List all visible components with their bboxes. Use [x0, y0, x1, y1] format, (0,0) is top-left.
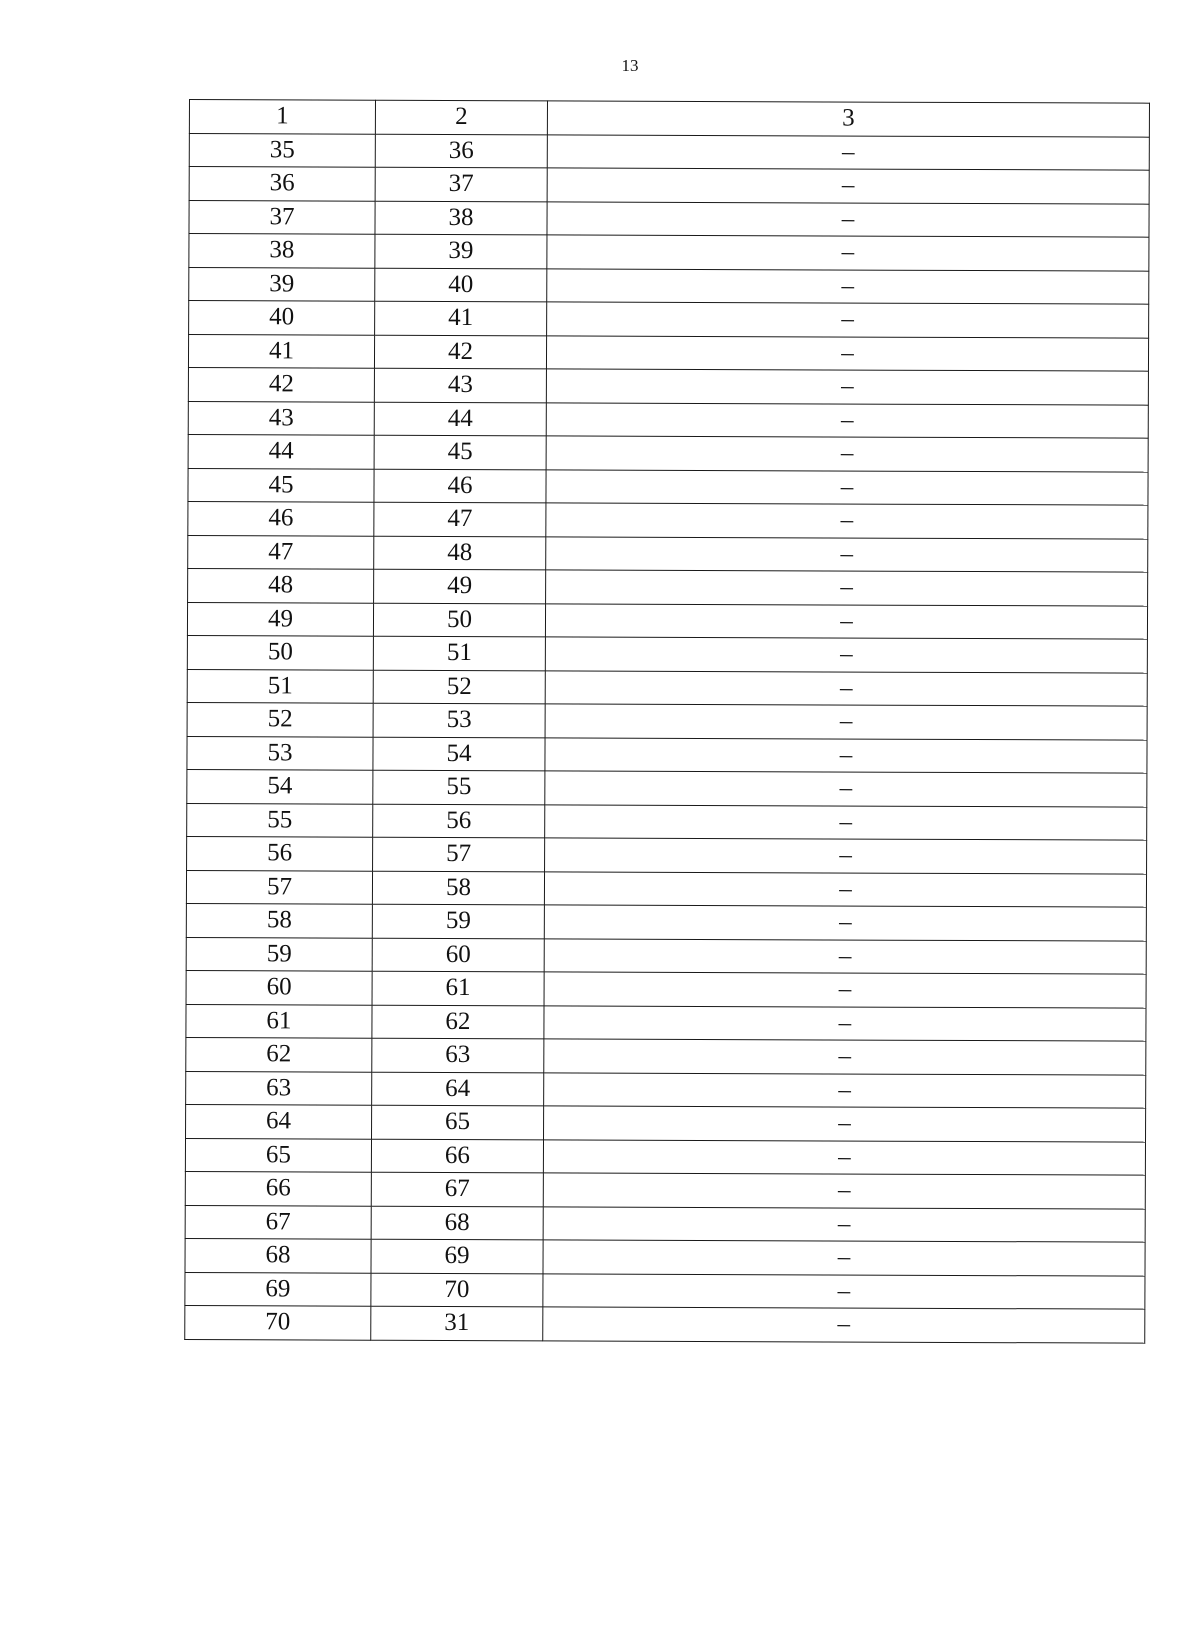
table-cell-col-2: 37 [375, 167, 547, 201]
table-row [186, 1037, 1146, 1074]
table-cell-col-1: 39 [189, 267, 375, 301]
table-row [188, 434, 1148, 471]
table-body [185, 133, 1150, 1343]
table-cell-col-3: – [547, 134, 1149, 170]
table-cell-col-3: – [545, 670, 1147, 706]
table-cell-col-3: – [544, 1106, 1146, 1142]
table-cell-col-2: 36 [375, 134, 547, 168]
table-cell-col-1: 45 [188, 468, 374, 502]
table-cell-col-1: 67 [185, 1205, 371, 1239]
table-cell-col-2: 44 [374, 402, 546, 436]
table-cell-col-1: 68 [185, 1238, 371, 1272]
table-cell-col-3: – [546, 570, 1148, 606]
table-cell-col-2: 70 [371, 1273, 543, 1307]
table-row [188, 535, 1148, 572]
table-cell-col-1: 50 [187, 635, 373, 669]
table-cell-col-3: – [547, 302, 1149, 338]
table-cell-col-2: 55 [373, 770, 545, 804]
table-cell-col-2: 51 [373, 636, 545, 670]
table-cell-col-3: – [546, 436, 1148, 472]
table-cell-col-3: – [544, 1005, 1146, 1041]
table-row [188, 367, 1148, 404]
table-row [188, 334, 1148, 371]
table-row [185, 1272, 1145, 1309]
table-cell-col-3: – [545, 603, 1147, 639]
table-cell-col-1: 36 [189, 167, 375, 201]
table-cell-col-1: 56 [187, 836, 373, 870]
table-cell-col-2: 57 [373, 837, 545, 871]
table-cell-col-3: – [544, 938, 1146, 974]
table-cell-col-3: – [544, 972, 1146, 1008]
table-cell-col-1: 66 [185, 1171, 371, 1205]
table-cell-col-1: 62 [186, 1037, 372, 1071]
table-cell-col-2: 60 [372, 938, 544, 972]
table-cell-col-3: – [547, 201, 1149, 237]
table-cell-col-2: 42 [374, 335, 546, 369]
table-cell-col-3: – [543, 1139, 1145, 1175]
table-cell-col-3: – [546, 503, 1148, 539]
table-cell-col-2: 56 [373, 804, 545, 838]
table-cell-col-2: 62 [372, 1005, 544, 1039]
table-cell-col-3: – [545, 804, 1147, 840]
table-cell-col-2: 53 [373, 703, 545, 737]
table-cell-col-1: 69 [185, 1272, 371, 1306]
table-cell-col-3: – [543, 1173, 1145, 1209]
table-row [186, 1071, 1146, 1108]
table-cell-col-3: – [544, 1039, 1146, 1075]
table-cell-col-3: – [547, 235, 1149, 271]
table-cell-col-1: 63 [186, 1071, 372, 1105]
table-cell-col-2: 68 [371, 1206, 543, 1240]
table-row [188, 401, 1148, 438]
table-cell-col-2: 43 [374, 368, 546, 402]
table-cell-col-3: – [547, 268, 1149, 304]
table-cell-col-1: 59 [186, 937, 372, 971]
table-row [185, 1205, 1145, 1242]
table-cell-col-1: 47 [188, 535, 374, 569]
table-cell-col-3: – [546, 536, 1148, 572]
table-cell-col-1: 41 [188, 334, 374, 368]
table-cell-col-3: – [544, 905, 1146, 941]
table-cell-col-1: 64 [186, 1104, 372, 1138]
table-cell-col-3: – [546, 369, 1148, 405]
table-cell-col-1: 65 [185, 1138, 371, 1172]
table-cell-col-2: 59 [372, 904, 544, 938]
table-cell-col-2: 67 [371, 1172, 543, 1206]
table-row [188, 468, 1148, 505]
table-cell-col-1: 37 [189, 200, 375, 234]
table-cell-col-1: 48 [188, 568, 374, 602]
table-cell-col-2: 64 [372, 1072, 544, 1106]
table-row [187, 602, 1147, 639]
table-row [187, 836, 1147, 873]
table-row [187, 702, 1147, 739]
table-row [187, 769, 1147, 806]
table-row [186, 937, 1146, 974]
table-cell-col-2: 50 [373, 603, 545, 637]
table-row [185, 1305, 1145, 1342]
table-cell-col-3: – [545, 637, 1147, 673]
table-row [189, 301, 1149, 338]
table-cell-col-2: 66 [371, 1139, 543, 1173]
table-cell-col-3: – [543, 1307, 1145, 1343]
table-cell-col-3: – [545, 737, 1147, 773]
table-cell-col-3: – [543, 1273, 1145, 1309]
table-cell-col-3: – [544, 1072, 1146, 1108]
table-cell-col-3: – [545, 771, 1147, 807]
table-row [189, 234, 1149, 271]
table-row [186, 1004, 1146, 1041]
table-cell-col-2: 58 [372, 871, 544, 905]
table-cell-col-2: 48 [374, 536, 546, 570]
table-cell-col-1: 43 [188, 401, 374, 435]
table-cell-col-2: 61 [372, 971, 544, 1005]
table-cell-col-1: 40 [189, 301, 375, 335]
table-cell-col-1: 51 [187, 669, 373, 703]
table-cell-col-1: 70 [185, 1305, 371, 1339]
table-cell-col-1: 38 [189, 234, 375, 268]
table-row [185, 1238, 1145, 1275]
table-row [187, 669, 1147, 706]
table-cell-col-1: 49 [187, 602, 373, 636]
table-cell-col-3: – [543, 1206, 1145, 1242]
table-row [188, 568, 1148, 605]
data-table [184, 99, 1150, 1343]
table-cell-col-2: 63 [372, 1038, 544, 1072]
table-cell-col-3: – [547, 168, 1149, 204]
table-cell-col-3: – [546, 402, 1148, 438]
table-row [186, 903, 1146, 940]
table-cell-col-3: – [543, 1240, 1145, 1276]
table-row [186, 970, 1146, 1007]
table-row [185, 1138, 1145, 1175]
table-cell-col-1: 52 [187, 702, 373, 736]
column-header-2: 2 [375, 100, 547, 134]
table-cell-col-1: 54 [187, 769, 373, 803]
table-cell-col-2: 39 [375, 234, 547, 268]
table-cell-col-3: – [544, 871, 1146, 907]
table-row [186, 870, 1146, 907]
table-cell-col-2: 38 [375, 201, 547, 235]
table-cell-col-1: 58 [186, 903, 372, 937]
table-row [189, 200, 1149, 237]
table-cell-col-1: 42 [188, 367, 374, 401]
table-row [188, 501, 1148, 538]
table-row [186, 1104, 1146, 1141]
table-cell-col-1: 35 [189, 133, 375, 167]
column-header-3: 3 [547, 101, 1149, 137]
table-cell-col-2: 46 [374, 469, 546, 503]
page-number: 13 [621, 56, 639, 75]
table-cell-col-1: 60 [186, 970, 372, 1004]
table-row [185, 1171, 1145, 1208]
table-cell-col-2: 69 [371, 1239, 543, 1273]
table-row [187, 635, 1147, 672]
table-cell-col-3: – [545, 704, 1147, 740]
table-row [189, 267, 1149, 304]
table-cell-col-2: 47 [374, 502, 546, 536]
table-cell-col-2: 49 [374, 569, 546, 603]
table-cell-col-1: 46 [188, 501, 374, 535]
table-cell-col-2: 40 [375, 268, 547, 302]
table-cell-col-2: 52 [373, 670, 545, 704]
table-cell-col-1: 53 [187, 736, 373, 770]
table-row [187, 736, 1147, 773]
table-cell-col-3: – [546, 469, 1148, 505]
table-cell-col-2: 31 [371, 1306, 543, 1340]
column-header-1: 1 [189, 100, 375, 134]
table-cell-col-2: 54 [373, 737, 545, 771]
table-header-row [189, 100, 1149, 137]
table-cell-col-2: 41 [375, 301, 547, 335]
table-cell-col-1: 55 [187, 803, 373, 837]
table-cell-col-2: 45 [374, 435, 546, 469]
table-cell-col-3: – [545, 838, 1147, 874]
table-cell-col-1: 61 [186, 1004, 372, 1038]
table-cell-col-1: 44 [188, 434, 374, 468]
table-row [187, 803, 1147, 840]
table-row [189, 133, 1149, 170]
table-cell-col-3: – [546, 335, 1148, 371]
table-cell-col-2: 65 [372, 1105, 544, 1139]
table-row [189, 167, 1149, 204]
table-cell-col-1: 57 [186, 870, 372, 904]
